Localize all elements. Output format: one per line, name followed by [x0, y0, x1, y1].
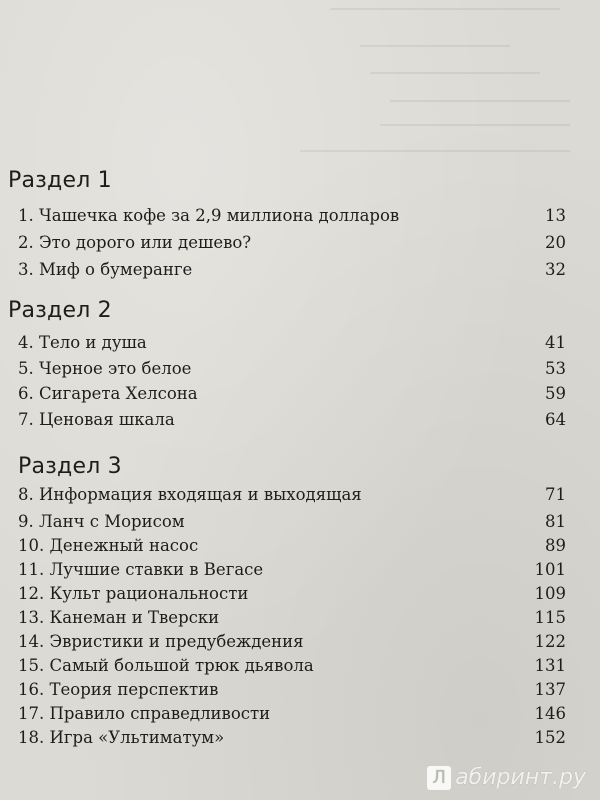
- toc-entry-title: 2. Это дорого или дешево?: [18, 233, 252, 252]
- toc-entry-title: 14. Эвристики и предубеждения: [18, 632, 304, 651]
- toc-entry: [18, 536, 566, 560]
- toc-entry-title: 5. Черное это белое: [18, 359, 192, 378]
- toc-entry-page: 89: [545, 536, 566, 555]
- toc-entry-page: 13: [545, 206, 566, 225]
- toc-entry: [18, 560, 566, 584]
- toc-entry-page: 64: [545, 410, 566, 429]
- toc-entry: [18, 656, 566, 680]
- toc-entry: [18, 410, 566, 434]
- toc-entry-title: 11. Лучшие ставки в Вегасе: [18, 560, 264, 579]
- toc-entry-title: 8. Информация входящая и выходящая: [18, 485, 362, 504]
- toc-entry: [18, 233, 566, 257]
- bleed-through-line: [370, 72, 540, 74]
- toc-entry-page: 122: [534, 632, 566, 651]
- watermark: [427, 765, 586, 790]
- toc-entry-page: 41: [545, 333, 566, 352]
- section-title: Раздел 1: [8, 168, 112, 193]
- toc-entry: [18, 632, 566, 656]
- labirint-logo-icon: Л: [427, 766, 451, 790]
- toc-entry-page: 81: [545, 512, 566, 531]
- toc-entry-page: 146: [534, 704, 566, 723]
- toc-entry-page: 137: [534, 680, 566, 699]
- toc-entry: [18, 680, 566, 704]
- toc-entry-page: 20: [545, 233, 566, 252]
- toc-entry-title: 17. Правило справедливости: [18, 704, 271, 723]
- toc-entry: [18, 333, 566, 357]
- toc-entry-page: 101: [534, 560, 566, 579]
- bleed-through-line: [360, 45, 510, 47]
- toc-entry-title: 16. Теория перспектив: [18, 680, 219, 699]
- toc-entry: [18, 608, 566, 632]
- toc-entry: [18, 359, 566, 383]
- toc-entry-title: 3. Миф о бумеранге: [18, 260, 193, 279]
- toc-entry-title: 1. Чашечка кофе за 2,9 миллиона долларов: [18, 206, 400, 225]
- bleed-through-line: [390, 100, 570, 102]
- toc-entry: [18, 206, 566, 230]
- toc-entry-title: 10. Денежный насос: [18, 536, 199, 555]
- toc-entry-title: 7. Ценовая шкала: [18, 410, 175, 429]
- toc-entry-page: 32: [545, 260, 566, 279]
- toc-entry: [18, 485, 566, 509]
- toc-entry: [18, 728, 566, 752]
- toc-entry: [18, 384, 566, 408]
- toc-entry-page: 71: [545, 485, 566, 504]
- bleed-through-line: [330, 8, 560, 10]
- toc-entry-page: 59: [545, 384, 566, 403]
- toc-entry: [18, 704, 566, 728]
- toc-entry-page: 152: [534, 728, 566, 747]
- toc-entry-page: 115: [534, 608, 566, 627]
- toc-entry-title: 18. Игра «Ультиматум»: [18, 728, 225, 747]
- toc-entry-title: 12. Культ рациональности: [18, 584, 249, 603]
- section-title: Раздел 2: [8, 298, 112, 323]
- bleed-through-line: [300, 150, 570, 152]
- toc-entry-title: 9. Ланч с Морисом: [18, 512, 185, 531]
- toc-entry-page: 109: [534, 584, 566, 603]
- toc-entry: [18, 512, 566, 536]
- bleed-through-line: [380, 124, 570, 126]
- toc-entry-page: 131: [534, 656, 566, 675]
- watermark-text: абиринт.ру: [455, 765, 586, 790]
- toc-entry-page: 53: [545, 359, 566, 378]
- toc-entry: [18, 584, 566, 608]
- toc-entry-title: 4. Тело и душа: [18, 333, 147, 352]
- toc-entry-title: 13. Канеман и Тверски: [18, 608, 220, 627]
- toc-entry: [18, 260, 566, 284]
- toc-entry-title: 15. Самый большой трюк дьявола: [18, 656, 314, 675]
- toc-entry-title: 6. Сигарета Хелсона: [18, 384, 198, 403]
- section-title: Раздел 3: [18, 454, 122, 479]
